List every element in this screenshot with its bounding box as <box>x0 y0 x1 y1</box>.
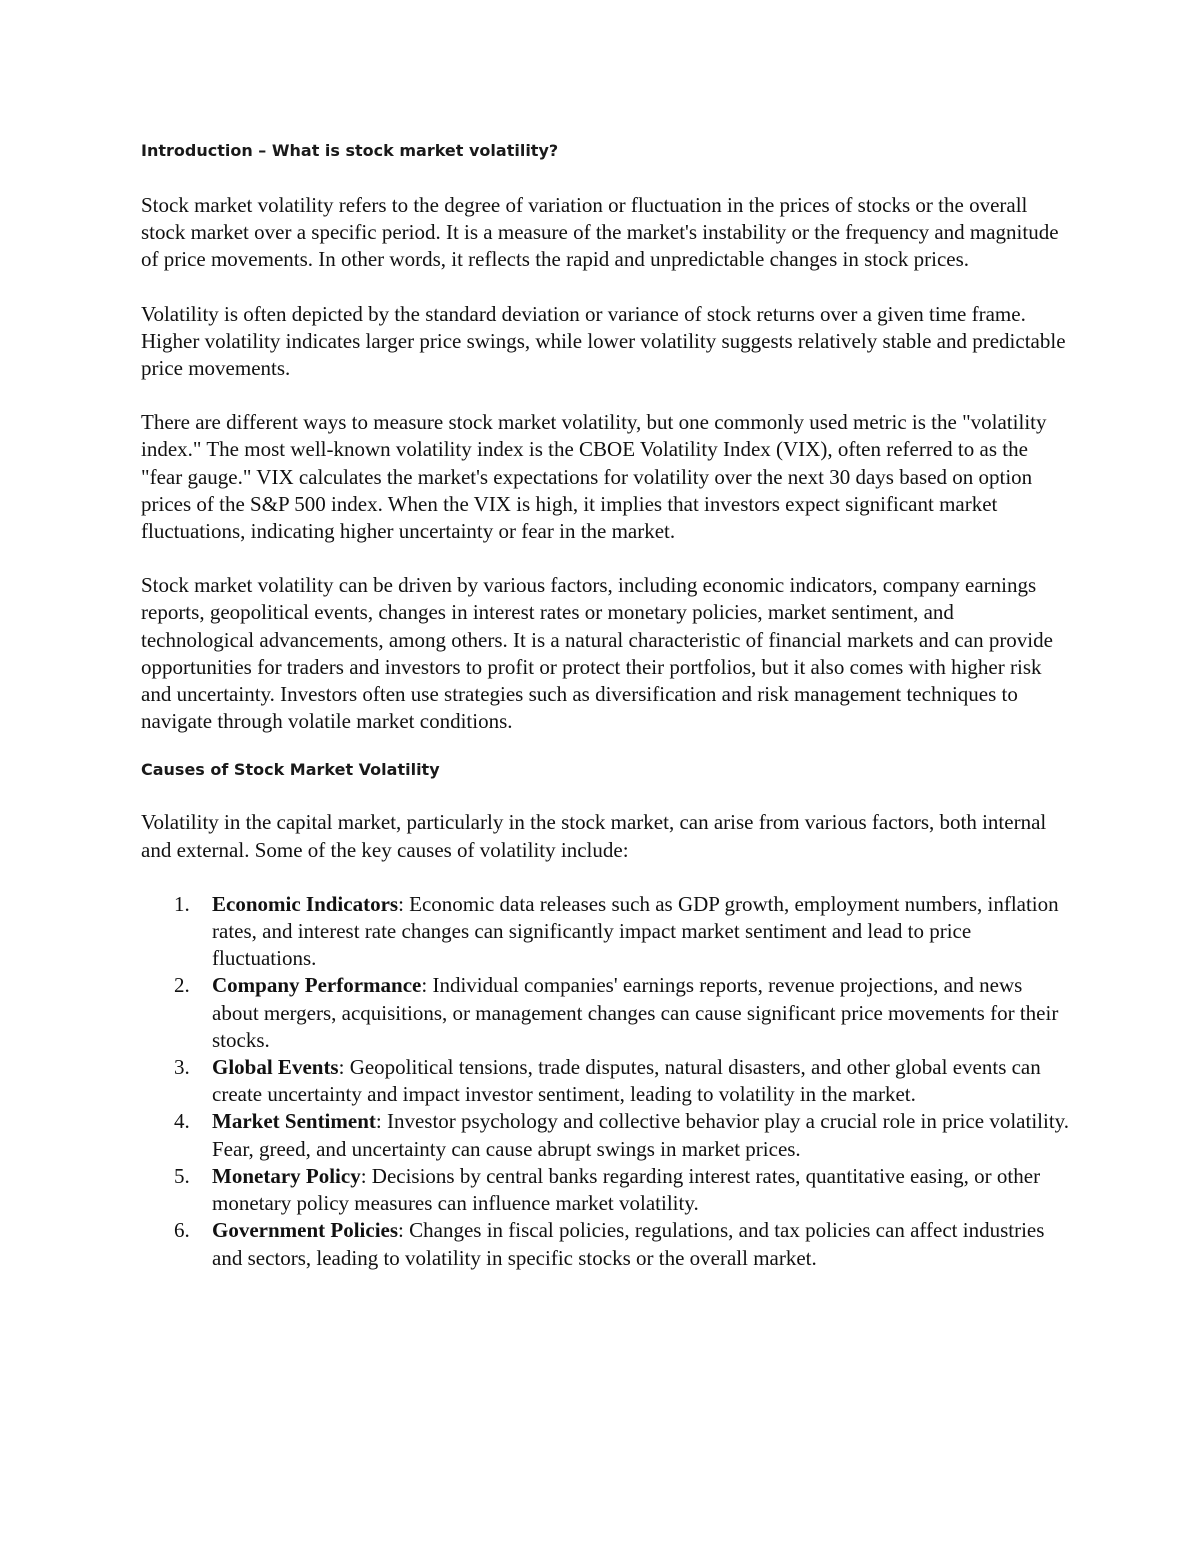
list-item-text: : Economic data releases such as GDP growth, employment numbers, inflation rates, and interest rate changes can significantly impact market sentiment and lead to price fluctuations. <box>212 891 1059 971</box>
list-item-number: 2. <box>174 973 190 998</box>
list-item-number: 6. <box>174 1218 190 1243</box>
intro-paragraph-1: Stock market volatility refers to the degree of variation or fluctuation in the prices of stocks or the overall stock market over a specific period. It is a measure of the market's instability or the frequency and magnitude of price movements. In other words, it reflects the rapid and unpredictable changes in stock prices. <box>141 193 1059 272</box>
list-item-number: 4. <box>174 1109 190 1134</box>
list-item-text: : Geopolitical tensions, trade disputes, natural disasters, and other global events can create uncertainty and impact investor sentiment, leading to volatility in the market. <box>212 1055 1041 1107</box>
list-item-number: 5. <box>174 1163 190 1188</box>
list-item-text: : Decisions by central banks regarding interest rates, quantitative easing, or other monetary policy measures can influence market volatility. <box>212 1163 1041 1216</box>
list-item <box>141 891 1071 973</box>
list-item-term: Market Sentiment <box>212 1109 376 1134</box>
causes-intro-paragraph: Volatility in the capital market, particularly in the stock market, can arise from various factors, both internal and external. Some of the key causes of volatility include: <box>141 810 1047 862</box>
list-item-term: Monetary Policy <box>212 1163 361 1188</box>
list-item <box>141 1163 1071 1217</box>
intro-paragraph-4: Stock market volatility can be driven by various factors, including economic indicators, company earnings reports, geopolitical events, changes in interest rates or monetary policies, market sentiment, and technological advancements, among others. It is a natural characteristic of financial markets and can provide opportunities for traders and investors to profit or protect their portfolios, but it also comes with higher risk and uncertainty. Investors often use strategies such as diversification and risk management techniques to navigate through volatile market conditions. <box>141 573 1053 734</box>
intro-heading: Introduction – What is stock market volatility? <box>141 141 559 160</box>
list-item-term: Global Events <box>212 1055 339 1080</box>
intro-paragraph-2: Volatility is often depicted by the standard deviation or variance of stock returns over a given time frame. Higher volatility indicates larger price swings, while lower volatility suggests relatively stable and predictable price movements. <box>141 301 1066 381</box>
list-item-text: : Individual companies' earnings reports, revenue projections, and news about mergers, acquisitions, or management changes can cause significant price movements for their stocks. <box>212 973 1059 1052</box>
list-item-text: : Changes in fiscal policies, regulations, and tax policies can affect industries and sectors, leading to volatility in specific stocks or the overall market. <box>212 1218 1045 1270</box>
intro-paragraph-3: There are different ways to measure stock market volatility, but one commonly used metric is the "volatility index." The most well-known volatility index is the CBOE Volatility Index (VIX), often referred to as the "fear gauge." VIX calculates the market's expectations for volatility over the next 30 days based on option prices of the S&P 500 index. When the VIX is high, it implies that investors expect significant market fluctuations, indicating higher uncertainty or fear in the market. <box>141 410 1047 544</box>
list-item <box>141 972 1071 1054</box>
list-item-number: 1. <box>174 891 190 916</box>
causes-heading: Causes of Stock Market Volatility <box>141 760 440 780</box>
list-item-term: Company Performance <box>212 973 422 998</box>
list-item-term: Economic Indicators <box>212 891 399 916</box>
list-item <box>141 1217 1071 1271</box>
list-item <box>141 1108 1071 1162</box>
document-body <box>141 140 1071 1272</box>
list-item <box>141 1054 1071 1108</box>
list-item-term: Government Policies <box>212 1218 399 1243</box>
list-item-text: : Investor psychology and collective behavior play a crucial role in price volatility. Fear, greed, and uncertainty can cause abrupt swings in market prices. <box>212 1109 1070 1161</box>
causes-list <box>141 891 1071 1272</box>
list-item-number: 3. <box>174 1055 190 1080</box>
